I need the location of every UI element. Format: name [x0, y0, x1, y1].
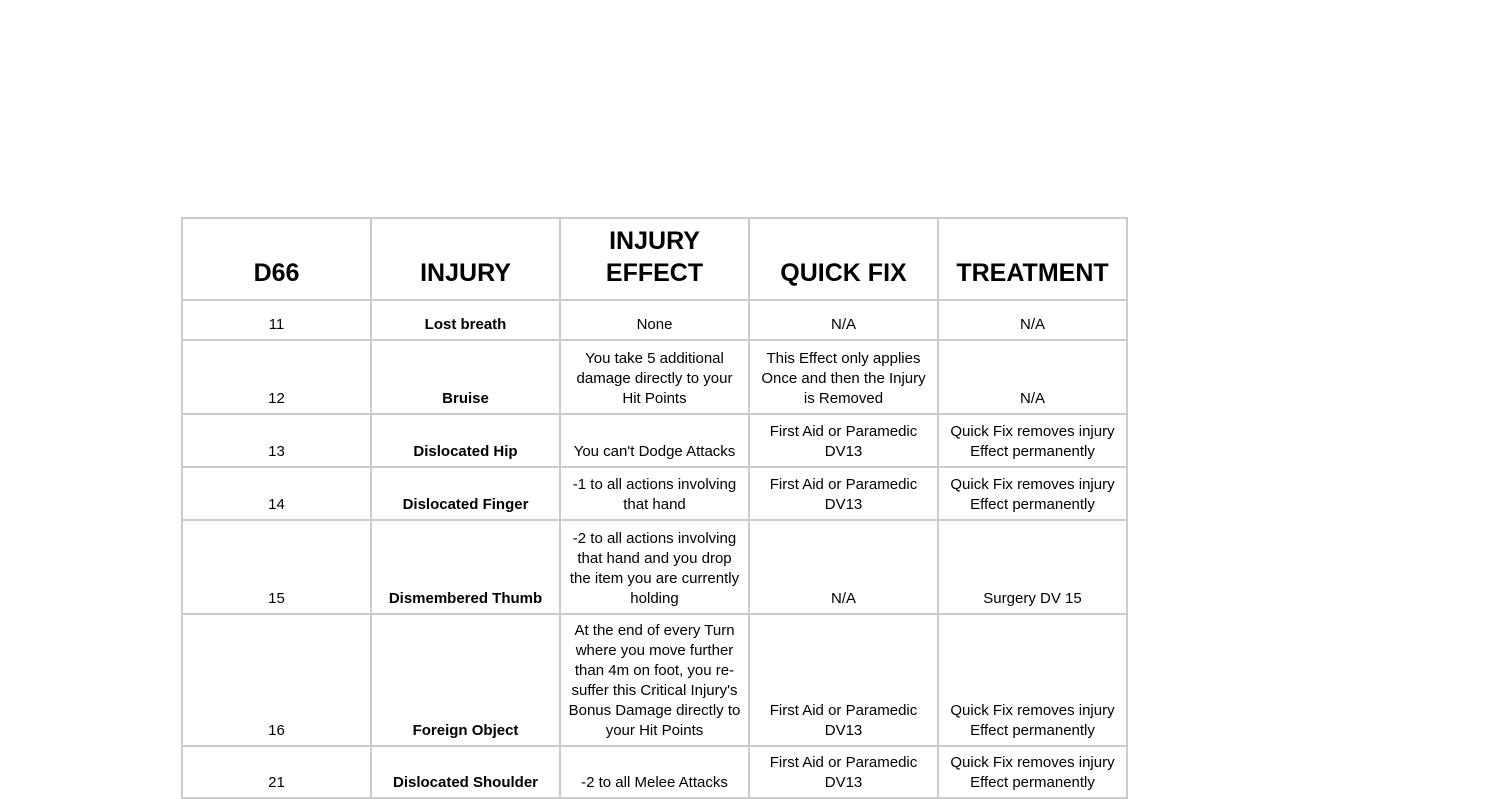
effect-cell: -1 to all actions involving that hand: [560, 467, 749, 520]
injury-cell: Dislocated Finger: [371, 467, 560, 520]
header-treatment: TREATMENT: [938, 218, 1127, 300]
table-row: [182, 746, 1127, 798]
header-d66: D66: [182, 218, 371, 300]
d66-cell: 13: [182, 414, 371, 467]
quick-fix-cell: First Aid or Paramedic DV13: [749, 614, 938, 746]
injury-cell: Foreign Object: [371, 614, 560, 746]
table-row: [182, 340, 1127, 414]
effect-cell: None: [560, 300, 749, 340]
injury-cell: Lost breath: [371, 300, 560, 340]
injury-cell: Dismembered Thumb: [371, 520, 560, 614]
injury-cell: Dislocated Shoulder: [371, 746, 560, 798]
effect-cell: You take 5 additional damage directly to your Hit Points: [560, 340, 749, 414]
effect-cell: At the end of every Turn where you move further than 4m on foot, you re-suffer this Critical Injury's Bonus Damage directly to your Hit Points: [560, 614, 749, 746]
treatment-cell: Quick Fix removes injury Effect permanently: [938, 746, 1127, 798]
header-row: [182, 218, 1127, 300]
table-row: [182, 614, 1127, 746]
treatment-cell: N/A: [938, 340, 1127, 414]
table-row: [182, 300, 1127, 340]
effect-cell: You can't Dodge Attacks: [560, 414, 749, 467]
table-row: [182, 414, 1127, 467]
effect-cell: -2 to all actions involving that hand and you drop the item you are currently holding: [560, 520, 749, 614]
d66-cell: 11: [182, 300, 371, 340]
header-injury-effect: INJURY EFFECT: [560, 218, 749, 300]
table-row: [182, 467, 1127, 520]
d66-cell: 21: [182, 746, 371, 798]
treatment-cell: N/A: [938, 300, 1127, 340]
quick-fix-cell: This Effect only applies Once and then the Injury is Removed: [749, 340, 938, 414]
quick-fix-cell: First Aid or Paramedic DV13: [749, 467, 938, 520]
quick-fix-cell: N/A: [749, 300, 938, 340]
treatment-cell: Quick Fix removes injury Effect permanently: [938, 467, 1127, 520]
d66-cell: 12: [182, 340, 371, 414]
d66-cell: 16: [182, 614, 371, 746]
header-injury: INJURY: [371, 218, 560, 300]
treatment-cell: Quick Fix removes injury Effect permanently: [938, 414, 1127, 467]
quick-fix-cell: First Aid or Paramedic DV13: [749, 414, 938, 467]
quick-fix-cell: N/A: [749, 520, 938, 614]
injury-table: [181, 217, 1128, 799]
injury-cell: Bruise: [371, 340, 560, 414]
quick-fix-cell: First Aid or Paramedic DV13: [749, 746, 938, 798]
d66-cell: 14: [182, 467, 371, 520]
treatment-cell: Surgery DV 15: [938, 520, 1127, 614]
header-quick-fix: QUICK FIX: [749, 218, 938, 300]
effect-cell: -2 to all Melee Attacks: [560, 746, 749, 798]
injury-cell: Dislocated Hip: [371, 414, 560, 467]
table-row: [182, 520, 1127, 614]
d66-cell: 15: [182, 520, 371, 614]
treatment-cell: Quick Fix removes injury Effect permanently: [938, 614, 1127, 746]
